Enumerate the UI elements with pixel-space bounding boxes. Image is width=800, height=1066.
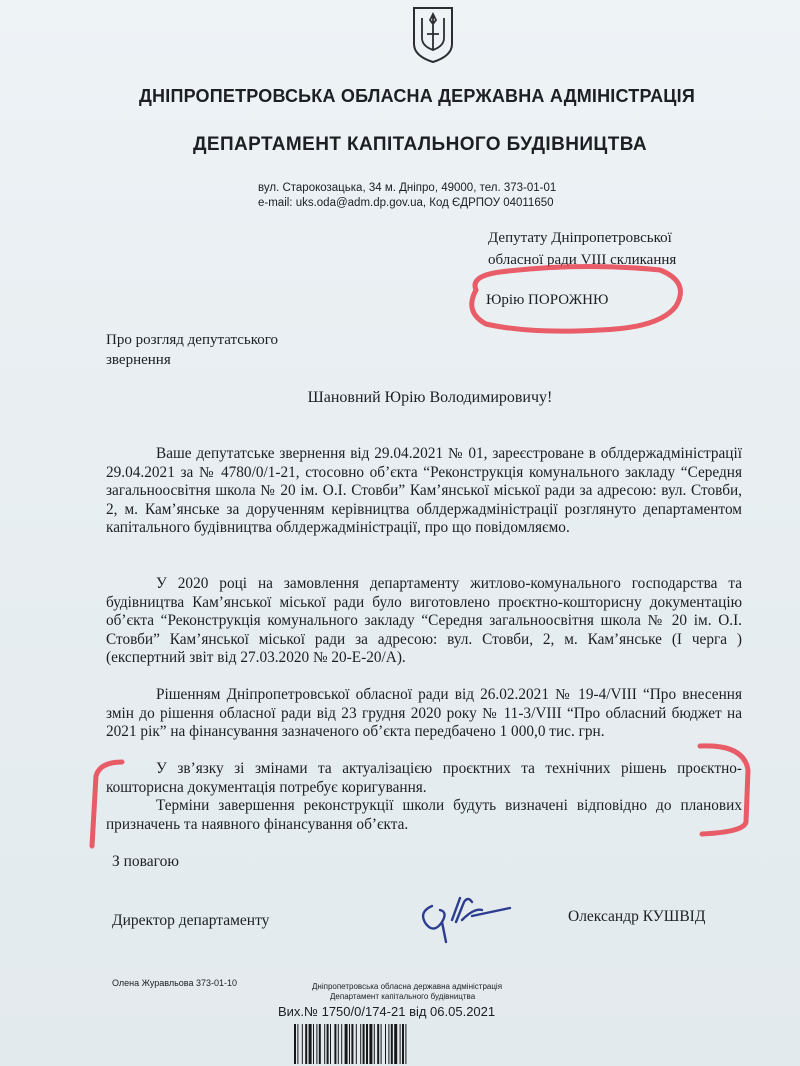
- paragraph-text: У зв’язку зі змінами та актуалізацією проєктних та технічних рішень проєктно-кошторисна документація потребує коригування.: [106, 760, 742, 796]
- paragraph-text: Терміни завершення реконструкції школи будуть визначені відповідно до планових призначень та наявного фінансування об’єкта.: [106, 797, 742, 833]
- barcode-bar: [341, 1024, 342, 1064]
- paragraph-text: Рішенням Дніпропетровської обласної ради від 26.02.2021 № 19-4/VIII “Про внесення змін до рішення обласної ради від 23 грудня 2020 року № 11-3/VIII “Про обласний бюджет на 2021 рік” на фінансування зазначеного об’єкта передбачено 1 000,0 тис. грн.: [106, 686, 742, 741]
- addressee-line-2: обласної ради VIII скликання: [488, 252, 677, 268]
- signer-title: Директор департаменту: [112, 912, 270, 929]
- barcode-bar: [388, 1024, 389, 1064]
- stamp-line-2: Департамент капітального будівництва: [330, 992, 476, 1001]
- barcode-bar: [369, 1024, 372, 1064]
- barcode-bar: [351, 1024, 353, 1064]
- tryzub-icon: [410, 4, 456, 64]
- barcode-bar: [360, 1024, 361, 1064]
- barcode-icon: [294, 1024, 482, 1064]
- barcode-bar: [349, 1024, 350, 1064]
- body-paragraph: [106, 445, 742, 538]
- stamp-line-1: Дніпропетровська обласна державна адміністрація: [312, 982, 503, 991]
- barcode-bar: [294, 1024, 296, 1064]
- executor-info: Олена Журавльова 373-01-10: [112, 978, 237, 988]
- body-paragraph: [106, 797, 742, 834]
- barcode-bar: [309, 1024, 312, 1064]
- barcode-bar: [374, 1024, 375, 1064]
- barcode-bar: [402, 1024, 404, 1064]
- barcode-bar: [302, 1024, 303, 1064]
- closing-phrase: З повагою: [112, 853, 179, 870]
- addressee-line-1: Депутату Дніпропетровської: [488, 230, 672, 246]
- signature-icon: [412, 892, 522, 950]
- subject-line-1: Про розгляд депутатського: [106, 332, 279, 348]
- salutation: Шановний Юрію Володимировичу!: [307, 389, 553, 406]
- contact-address-line: вул. Старокозацька, 34 м. Дніпро, 49000, тел. 373-01-01: [258, 182, 557, 194]
- barcode-bar: [356, 1024, 357, 1064]
- body-paragraph: [106, 575, 742, 668]
- barcode-bar: [405, 1024, 406, 1064]
- barcode-bar: [305, 1024, 307, 1064]
- barcode-bar: [385, 1024, 386, 1064]
- signer-name: Олександр КУШВІД: [568, 908, 706, 925]
- barcode-bar: [324, 1024, 325, 1064]
- barcode-bar: [338, 1024, 339, 1064]
- barcode-bar: [327, 1024, 329, 1064]
- paragraph-text: У 2020 році на замовлення департаменту житлово-комунального господарства та будівництва Кам’янської міської ради було виготовлено проєктно-кошторисну документацію об’єкта “Реконструкція комунального закладу “Середня загальноосвітня школа № 20 ім. О.І. Стовби” Кам’янської міської ради за адресою: вул. Стовби, 2, м. Кам’янське (I черга ) (експертний звіт від 27.03.2020 № 20-Е-20/А).: [106, 575, 742, 667]
- barcode-bar: [394, 1024, 397, 1064]
- barcode-bar: [316, 1024, 317, 1064]
- body-paragraph: [106, 760, 742, 797]
- barcode-bar: [377, 1024, 379, 1064]
- barcode-bar: [330, 1024, 331, 1064]
- department-name: ДЕПАРТАМЕНТ КАПІТАЛЬНОГО БУДІВНИЦТВА: [192, 134, 647, 155]
- registration-number: Вих.№ 1750/0/174-21 від 06.05.2021: [278, 1004, 496, 1019]
- subject-line-2: звернення: [106, 352, 171, 368]
- addressee-name: Юрію ПОРОЖНЮ: [486, 292, 609, 308]
- barcode-bar: [363, 1024, 365, 1064]
- barcode-bar: [391, 1024, 393, 1064]
- barcode-bar: [334, 1024, 336, 1064]
- barcode-bar: [297, 1024, 298, 1064]
- barcode-bar: [400, 1024, 401, 1064]
- body-paragraph: [106, 686, 742, 742]
- paragraph-text: Ваше депутатське звернення від 29.04.2021 № 01, зареєстроване в облдержадміністрації 29.04.2021 за № 4780/0/1-21, стосовно об’єкта “Реконструкція комунального закладу “Середня загальноосвітня школа № 20 ім. О.І. Стовби” Кам’янської міської ради за адресою: вул. Стовби, 2, м. Кам’янське за дорученням керівництва облдержадміністрації розглянуто департаментом капітального будівництва облдержадміністрації, про що повідомляємо.: [106, 445, 742, 537]
- contact-email-line: e-mail: uks.oda@adm.dp.gov.ua, Код ЄДРПОУ 04011650: [258, 197, 554, 209]
- barcode-bar: [366, 1024, 368, 1064]
- barcode-bar: [381, 1024, 382, 1064]
- barcode-bar: [313, 1024, 314, 1064]
- barcode-bar: [345, 1024, 348, 1064]
- barcode-bar: [319, 1024, 321, 1064]
- organization-name: ДНІПРОПЕТРОВСЬКА ОБЛАСНА ДЕРЖАВНА АДМІНІСТРАЦІЯ: [139, 86, 695, 106]
